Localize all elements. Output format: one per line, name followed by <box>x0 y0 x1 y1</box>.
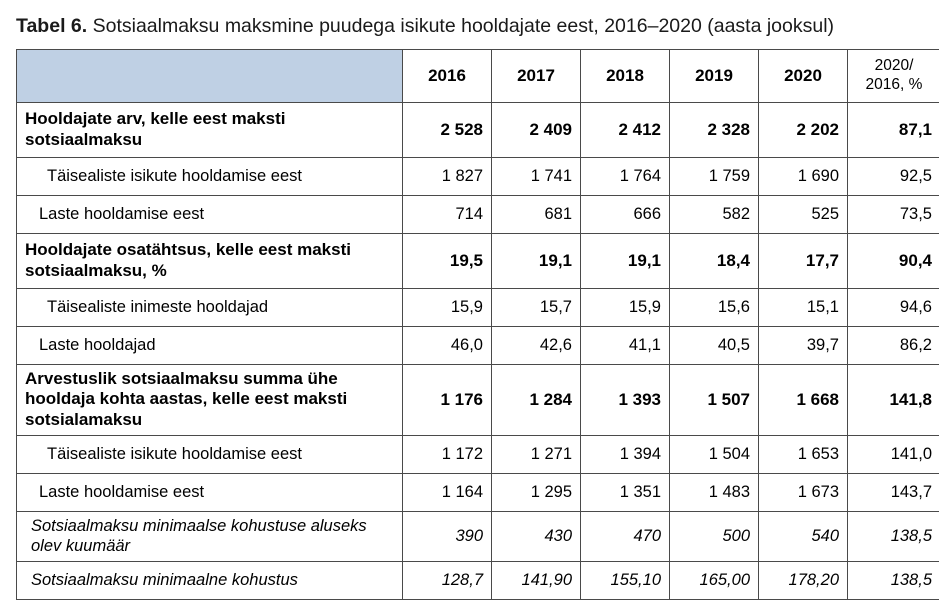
row-value-2018: 1 351 <box>581 473 670 511</box>
table-header-row <box>17 49 939 102</box>
row-value-2020: 1 673 <box>759 473 848 511</box>
row-value-2018: 155,10 <box>581 561 670 599</box>
row-value-2017: 1 295 <box>492 473 581 511</box>
column-header-2016: 2016 <box>403 49 492 102</box>
row-value-2016: 2 528 <box>403 102 492 157</box>
row-value-2020: 2 202 <box>759 102 848 157</box>
row-value-2019: 1 507 <box>670 364 759 435</box>
row-value-2020: 17,7 <box>759 233 848 288</box>
row-value-ratio: 86,2 <box>848 326 939 364</box>
table-caption-text: Sotsiaalmaksu maksmine puudega isikute hooldajate eest, 2016–2020 (aasta jooksul) <box>87 15 834 37</box>
row-value-2016: 1 176 <box>403 364 492 435</box>
row-value-2017: 1 271 <box>492 435 581 473</box>
row-label: Hooldajate osatähtsus, kelle eest maksti sotsiaalmaksu, % <box>17 233 403 288</box>
row-value-2016: 19,5 <box>403 233 492 288</box>
row-label: Laste hooldamise eest <box>17 473 403 511</box>
row-value-2016: 128,7 <box>403 561 492 599</box>
row-value-2016: 714 <box>403 195 492 233</box>
row-value-2017: 2 409 <box>492 102 581 157</box>
table-row <box>17 364 939 435</box>
row-value-ratio: 143,7 <box>848 473 939 511</box>
row-value-2016: 1 164 <box>403 473 492 511</box>
data-table <box>16 49 939 600</box>
table-caption-label: Tabel 6. <box>16 15 87 37</box>
table-header <box>17 49 939 102</box>
table-caption <box>16 14 923 40</box>
row-value-2019: 2 328 <box>670 102 759 157</box>
row-value-2018: 470 <box>581 511 670 561</box>
row-value-2019: 18,4 <box>670 233 759 288</box>
row-value-2017: 42,6 <box>492 326 581 364</box>
column-header-2020: 2020 <box>759 49 848 102</box>
row-value-2018: 1 393 <box>581 364 670 435</box>
row-label: Täisealiste isikute hooldamise eest <box>17 435 403 473</box>
table-row <box>17 435 939 473</box>
table-row <box>17 326 939 364</box>
table-row <box>17 102 939 157</box>
row-value-2018: 1 764 <box>581 157 670 195</box>
row-value-2017: 1 741 <box>492 157 581 195</box>
row-value-2017: 681 <box>492 195 581 233</box>
row-value-2017: 1 284 <box>492 364 581 435</box>
table-row <box>17 288 939 326</box>
row-value-2018: 2 412 <box>581 102 670 157</box>
row-value-2018: 666 <box>581 195 670 233</box>
row-value-2019: 1 504 <box>670 435 759 473</box>
row-value-2020: 15,1 <box>759 288 848 326</box>
row-label: Hooldajate arv, kelle eest maksti sotsiaalmaksu <box>17 102 403 157</box>
table-row <box>17 195 939 233</box>
row-value-2020: 540 <box>759 511 848 561</box>
row-value-2019: 582 <box>670 195 759 233</box>
row-value-2018: 1 394 <box>581 435 670 473</box>
column-header-2019: 2019 <box>670 49 759 102</box>
table-row <box>17 473 939 511</box>
row-value-2019: 40,5 <box>670 326 759 364</box>
row-value-ratio: 94,6 <box>848 288 939 326</box>
table-row <box>17 233 939 288</box>
row-value-ratio: 90,4 <box>848 233 939 288</box>
row-value-2018: 19,1 <box>581 233 670 288</box>
row-label: Täisealiste inimeste hooldajad <box>17 288 403 326</box>
table-body <box>17 102 939 599</box>
column-header-ratio <box>848 49 939 102</box>
column-header-ratio-line1: 2020/ <box>856 57 932 76</box>
row-value-ratio: 87,1 <box>848 102 939 157</box>
row-value-2019: 1 759 <box>670 157 759 195</box>
row-label: Laste hooldamise eest <box>17 195 403 233</box>
row-value-2020: 525 <box>759 195 848 233</box>
column-header-indicator <box>17 49 403 102</box>
table-row <box>17 511 939 561</box>
row-value-2016: 390 <box>403 511 492 561</box>
row-value-2018: 15,9 <box>581 288 670 326</box>
row-value-ratio: 73,5 <box>848 195 939 233</box>
column-header-2018: 2018 <box>581 49 670 102</box>
row-value-2016: 15,9 <box>403 288 492 326</box>
row-value-2019: 1 483 <box>670 473 759 511</box>
row-value-ratio: 141,8 <box>848 364 939 435</box>
row-value-2017: 15,7 <box>492 288 581 326</box>
column-header-ratio-line2: 2016, % <box>856 76 932 95</box>
row-value-2016: 1 827 <box>403 157 492 195</box>
row-value-2019: 165,00 <box>670 561 759 599</box>
row-value-2019: 500 <box>670 511 759 561</box>
row-label: Sotsiaalmaksu minimaalse kohustuse aluseks olev kuumäär <box>17 511 403 561</box>
row-label: Laste hooldajad <box>17 326 403 364</box>
row-value-2018: 41,1 <box>581 326 670 364</box>
row-value-2020: 178,20 <box>759 561 848 599</box>
row-label: Täisealiste isikute hooldamise eest <box>17 157 403 195</box>
row-label: Arvestuslik sotsiaalmaksu summa ühe hooldaja kohta aastas, kelle eest maksti sotsialamaksu <box>17 364 403 435</box>
row-value-2019: 15,6 <box>670 288 759 326</box>
row-value-2020: 1 668 <box>759 364 848 435</box>
row-value-2016: 46,0 <box>403 326 492 364</box>
row-value-2020: 39,7 <box>759 326 848 364</box>
column-header-2017: 2017 <box>492 49 581 102</box>
row-value-2017: 19,1 <box>492 233 581 288</box>
row-value-2017: 141,90 <box>492 561 581 599</box>
row-value-2017: 430 <box>492 511 581 561</box>
row-value-2020: 1 653 <box>759 435 848 473</box>
row-value-ratio: 138,5 <box>848 511 939 561</box>
row-value-ratio: 138,5 <box>848 561 939 599</box>
row-value-2020: 1 690 <box>759 157 848 195</box>
table-row <box>17 561 939 599</box>
row-value-ratio: 92,5 <box>848 157 939 195</box>
row-value-2016: 1 172 <box>403 435 492 473</box>
table-row <box>17 157 939 195</box>
row-label: Sotsiaalmaksu minimaalne kohustus <box>17 561 403 599</box>
row-value-ratio: 141,0 <box>848 435 939 473</box>
